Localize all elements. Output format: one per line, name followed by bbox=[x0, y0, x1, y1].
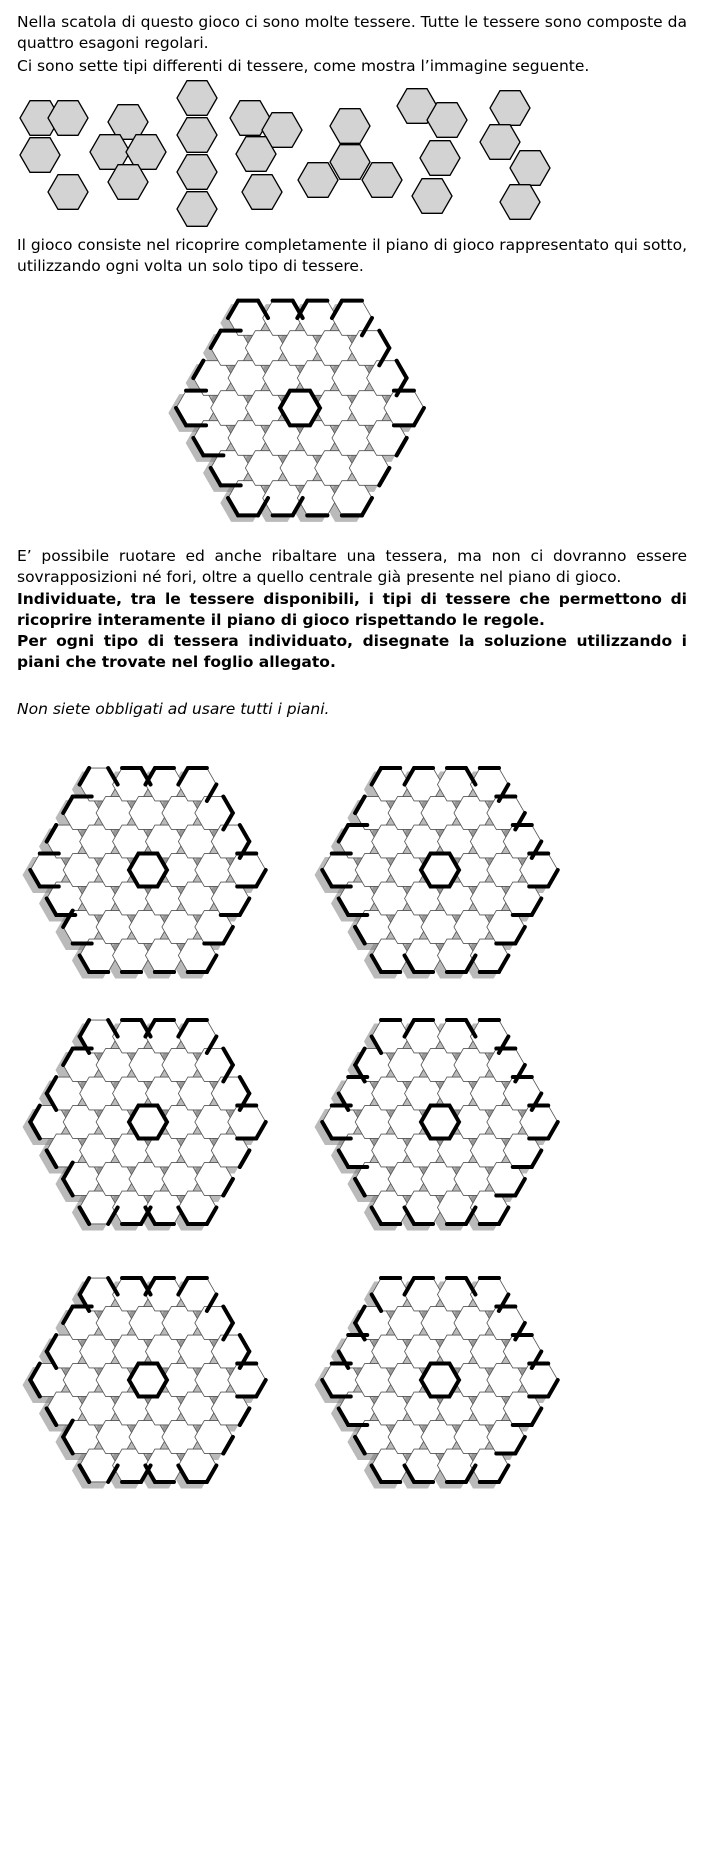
question-2: Per ogni tipo di tessera individuato, disegnate la soluzione utilizzando i piani che trovate nel foglio allegato. bbox=[17, 632, 687, 671]
tile-6-hexagon-3 bbox=[420, 141, 460, 176]
tile-type-7 bbox=[480, 91, 550, 220]
tile-type-6 bbox=[397, 89, 467, 214]
answer-board-4-center-hole-border bbox=[421, 1106, 459, 1139]
tile-3-hexagon-3 bbox=[177, 155, 217, 190]
rules-paragraph-1: Il gioco consiste nel ricoprire completamente il piano di gioco rappresentato qui sotto, utilizzando ogni volta un solo tipo di tessere. bbox=[17, 236, 687, 275]
intro-paragraph-2: Ci sono sette tipi differenti di tessere, come mostra l’immagine seguente. bbox=[17, 57, 590, 75]
answer-board-6 bbox=[316, 1278, 557, 1487]
tile-7-hexagon-3 bbox=[510, 151, 550, 186]
tile-1-hexagon-3 bbox=[20, 138, 60, 173]
tile-3-hexagon-2 bbox=[177, 118, 217, 153]
answer-board-4 bbox=[316, 1020, 557, 1229]
main-board-center-hole-border bbox=[280, 391, 320, 426]
answer-board-2-center-hole-border bbox=[421, 854, 459, 887]
tile-5-hexagon-2 bbox=[330, 145, 370, 180]
answer-board-3-center-hole-border bbox=[129, 1106, 167, 1139]
answer-board-2 bbox=[316, 768, 557, 977]
tile-4-hexagon-4 bbox=[242, 175, 282, 210]
tile-type-4 bbox=[230, 101, 302, 210]
tile-3-hexagon-4 bbox=[177, 192, 217, 227]
tile-5-hexagon-3 bbox=[298, 163, 338, 198]
answer-board-6-center-hole-border bbox=[421, 1364, 459, 1397]
tile-3-hexagon-1 bbox=[177, 81, 217, 116]
tile-6-hexagon-4 bbox=[412, 179, 452, 214]
rules-paragraph-2: E’ possibile ruotare ed anche ribaltare una tessera, ma non ci dovranno essere sovrapposizioni né fori, oltre a quello centrale già presente nel piano di gioco. bbox=[17, 547, 687, 586]
tile-type-5 bbox=[298, 109, 402, 198]
tile-7-hexagon-1 bbox=[490, 91, 530, 126]
answer-board-5-center-hole-border bbox=[129, 1364, 167, 1397]
answer-boards-figure bbox=[0, 730, 702, 1860]
tile-5-hexagon-1 bbox=[330, 109, 370, 144]
tile-type-3 bbox=[177, 81, 217, 227]
note-text: Non siete obbligati ad usare tutti i piani. bbox=[17, 700, 330, 718]
tile-types-figure bbox=[0, 80, 702, 230]
answer-board-1 bbox=[24, 768, 265, 977]
intro-paragraph-1: Nella scatola di questo gioco ci sono molte tessere. Tutte le tessere sono composte da quattro esagoni regolari. bbox=[17, 13, 687, 52]
tile-1-hexagon-2 bbox=[48, 101, 88, 136]
tile-type-2 bbox=[90, 105, 166, 200]
tile-type-1 bbox=[20, 101, 88, 210]
main-board bbox=[170, 301, 424, 521]
tile-7-hexagon-2 bbox=[480, 125, 520, 160]
tile-7-hexagon-4 bbox=[500, 185, 540, 220]
main-game-board bbox=[0, 270, 702, 540]
question-1: Individuate, tra le tessere disponibili, i tipi di tessere che permettono di ricoprire interamente il piano di gioco rispettando le regole. bbox=[17, 590, 687, 629]
tile-5-hexagon-4 bbox=[362, 163, 402, 198]
answer-board-1-center-hole-border bbox=[129, 854, 167, 887]
tile-1-hexagon-4 bbox=[48, 175, 88, 210]
answer-board-5 bbox=[24, 1278, 265, 1487]
answer-board-3 bbox=[24, 1020, 265, 1229]
